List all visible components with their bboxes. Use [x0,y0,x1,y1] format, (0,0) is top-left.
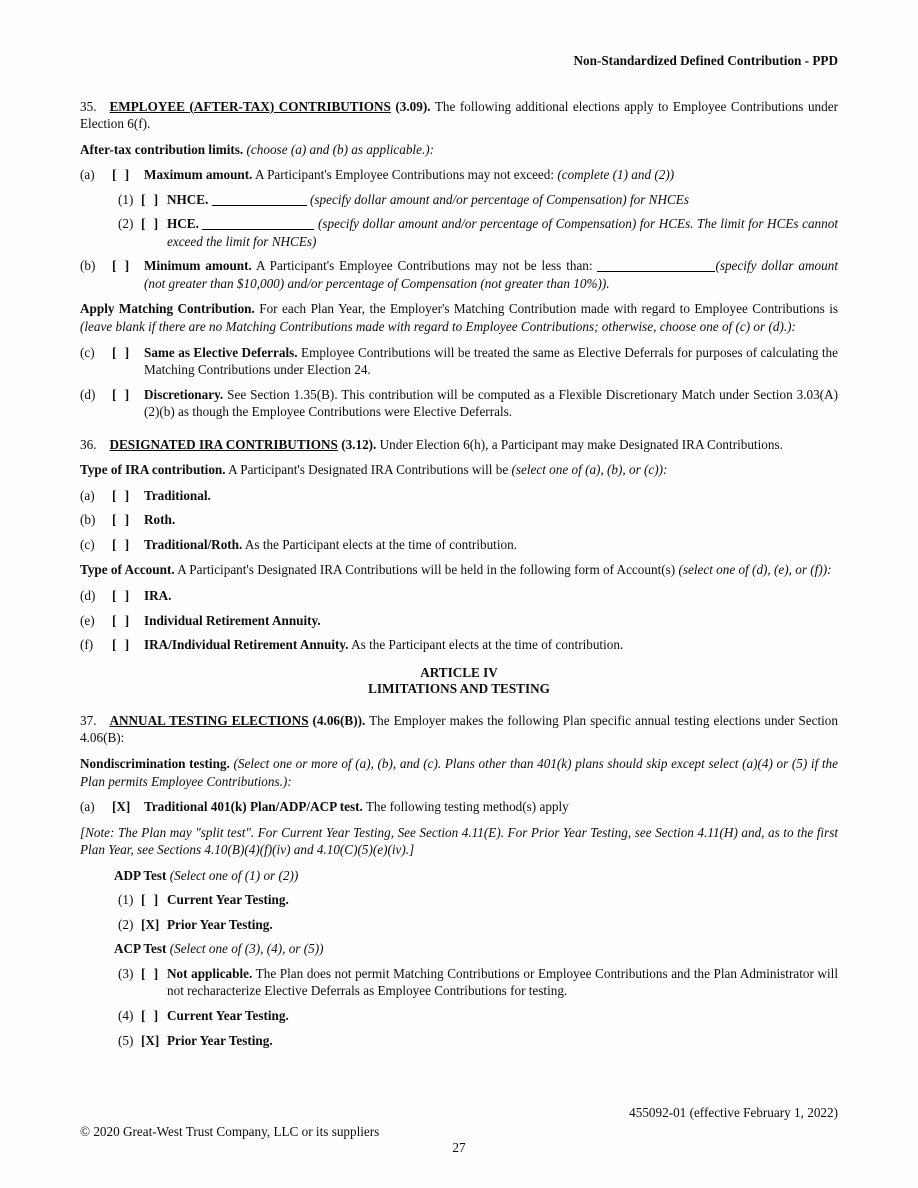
item-lead: HCE. [167,216,203,232]
checkbox-checked: [X] [141,1032,160,1048]
nondiscrimination-note: (Select one or more of (a), (b), and (c). Plans other than 401(k) plans should skip except select (a)(4) or (5) if the Plan permits Employee Contributions.): [80,755,838,789]
item-label: (a) [80,487,95,503]
election-37-2 [118,916,838,934]
checkbox-checked: [X] [141,916,160,932]
checkbox-unchecked: [ ] [141,216,159,232]
section-36-intro: Under Election 6(h), a Participant may make Designated IRA Contributions. [376,436,783,452]
item-text: A Participant's Employee Contributions may not exceed: [252,167,558,183]
item-text: As the Participant elects at the time of contribution. [348,637,624,653]
item-note: (specify dollar amount and/or percentage of Compensation) for NHCEs [306,191,689,207]
item-label: (1) [118,892,134,908]
item-text: The following testing method(s) apply [362,799,569,815]
checkbox-checked: [X] [112,799,131,815]
checkbox-unchecked: [ ] [112,487,130,503]
item-text: A Participant's Employee Contributions may not be less than: [251,258,598,274]
article-iv-line2: LIMITATIONS AND TESTING [368,680,550,696]
section-35-number: 35. [80,98,97,114]
section-36-title: DESIGNATED IRA CONTRIBUTIONS [109,436,338,452]
item-text-block [167,191,838,209]
fill-in-blank [202,217,314,230]
election-36f [80,636,838,654]
item-label: (3) [118,965,134,981]
adp-test-subhead [114,867,838,885]
election-37-1 [118,891,838,909]
apply-matching-text: For each Plan Year, the Employer's Matching Contribution made with regard to Employee Contributions is [254,301,838,317]
item-text-block [144,511,838,529]
item-text: Employee Contributions will be treated the same as Elective Deferrals for purposes of calculating the Matching Contributions under Election 24. [144,344,838,378]
item-text-block [144,636,838,654]
item-label: (a) [80,799,95,815]
acp-test-note: (Select one of (3), (4), or (5)) [166,941,324,957]
item-text: See Section 1.35(B). This contribution will be computed as a Flexible Discretionary Match under Section 3.03(A)(2)(b) as though the Employee Contributions were Elective Deferrals. [144,386,838,420]
checkbox-unchecked: [ ] [141,965,159,981]
item-text-block [144,612,838,630]
type-of-account-line [80,561,838,579]
after-tax-limits-note: (choose (a) and (b) as applicable.): [243,141,435,157]
election-36a [80,487,838,505]
type-account-text: A Participant's Designated IRA Contributions will be held in the following form of Account(s) [174,562,679,578]
item-label: (d) [80,588,96,604]
type-account-note: (select one of (d), (e), or (f)): [678,562,832,578]
item-note: (specify dollar amount and/or percentage of Compensation) for HCEs. The limit for HCEs cannot exceed the limit for NHCEs) [167,216,838,249]
apply-matching-lead: Apply Matching Contribution. [80,301,255,317]
fill-in-blank [212,193,307,206]
item-text: The Plan does not permit Matching Contributions or Employee Contributions and the Plan Administrator will not recharacterize Elective Deferrals as Employee Contributions for testing. [167,965,838,999]
section-37-title: ANNUAL TESTING ELECTIONS [109,712,309,728]
acp-test-lead: ACP Test [114,941,167,957]
item-text-block [144,166,838,184]
item-lead: IRA. [144,588,172,604]
item-note: (complete (1) and (2)) [557,167,675,183]
fill-in-blank [597,259,715,272]
election-36d [80,587,838,605]
nondiscrimination-testing-line [80,755,838,790]
item-text-block [144,344,838,379]
item-text-block [167,916,838,934]
footer-copyright: © 2020 Great-West Trust Company, LLC or its suppliers [80,1124,380,1139]
item-label: (4) [118,1007,134,1023]
checkbox-unchecked: [ ] [141,892,159,908]
section-35-title: EMPLOYEE (AFTER-TAX) CONTRIBUTIONS [109,98,391,114]
split-test-note: [Note: The Plan may "split test". For Current Year Testing, See Section 4.11(E). For Prior Year Testing, see Section 4.11(H) and, as to the first Plan Year, see Sections 4.10(B)(4)(f)(iv) and 4.10(C)(5)(e)(iv).] [80,824,838,858]
article-iv-line1: ARTICLE IV [420,664,498,680]
item-lead: Minimum amount. [144,258,252,274]
item-lead: Not applicable. [167,965,253,981]
after-tax-limits-line [80,141,838,159]
checkbox-unchecked: [ ] [112,167,130,183]
election-35a [80,166,838,184]
item-label: (a) [80,167,95,183]
checkbox-unchecked: [ ] [141,191,159,207]
election-36c [80,536,838,554]
item-lead: Prior Year Testing. [167,916,273,932]
item-lead: IRA/Individual Retirement Annuity. [144,637,349,653]
section-37-ref: (4.06(B)). [308,712,366,728]
item-text-block [167,891,838,909]
type-of-ira-contribution-line [80,461,838,479]
item-text-block [144,257,838,292]
apply-matching-line [80,300,838,335]
item-label: (1) [118,191,134,207]
section-36-ref: (3.12). [337,436,377,452]
item-note: (specify dollar amount (not greater than $10,000) and/or percentage of Compensation (not greater than 10%)). [144,258,838,291]
item-lead: Current Year Testing. [167,1007,289,1023]
election-35a2 [118,215,838,250]
election-36b [80,511,838,529]
checkbox-unchecked: [ ] [112,512,130,528]
election-37-3 [118,965,838,1000]
checkbox-unchecked: [ ] [112,637,130,653]
item-label: (c) [80,536,95,552]
item-lead: Current Year Testing. [167,892,289,908]
election-35d [80,386,838,421]
item-text: As the Participant elects at the time of contribution. [242,536,517,552]
type-account-lead: Type of Account. [80,562,175,578]
checkbox-unchecked: [ ] [112,344,130,360]
adp-test-lead: ADP Test [114,867,167,883]
item-lead: Traditional 401(k) Plan/ADP/ACP test. [144,799,363,815]
election-36e [80,612,838,630]
type-ira-text: A Participant's Designated IRA Contributions will be [225,462,512,478]
nondiscrimination-lead: Nondiscrimination testing. [80,755,230,771]
section-37-number: 37. [80,712,97,728]
item-lead: Roth. [144,512,176,528]
article-iv-heading [80,665,838,697]
footer-page-number: 27 [452,1140,466,1155]
item-label: (2) [118,216,134,232]
section-36-number: 36. [80,436,97,452]
item-lead: Discretionary. [144,386,224,402]
section-35-heading [80,98,838,133]
item-label: (d) [80,386,96,402]
adp-test-note: (Select one of (1) or (2)) [166,867,299,883]
item-lead: NHCE. [167,191,212,207]
after-tax-limits-lead: After-tax contribution limits. [80,141,244,157]
footer-document-code: 455092-01 (effective February 1, 2022) [629,1105,838,1120]
apply-matching-note: (leave blank if there are no Matching Contributions made with regard to Employee Contributions; otherwise, choose one of (c) or (d).): [80,319,796,335]
item-label: (c) [80,344,95,360]
election-35a1 [118,191,838,209]
checkbox-unchecked: [ ] [141,1007,159,1023]
item-text-block [144,798,838,816]
item-text-block [144,587,838,605]
item-label: (5) [118,1032,134,1048]
section-35-intro: The following additional elections apply to Employee Contributions under Election 6(f). [80,98,838,132]
item-lead: Maximum amount. [144,167,253,183]
item-label: (b) [80,258,96,274]
item-text-block [167,965,838,1000]
item-lead: Traditional/Roth. [144,536,243,552]
election-35b [80,257,838,292]
item-text-block [144,487,838,505]
item-label: (2) [118,916,134,932]
section-37-intro: The Employer makes the following Plan specific annual testing elections under Section 4.06(B): [80,712,838,746]
election-37a [80,798,838,816]
item-text-block [167,215,838,250]
checkbox-unchecked: [ ] [112,588,130,604]
item-label: (f) [80,637,94,653]
election-35c [80,344,838,379]
type-ira-lead: Type of IRA contribution. [80,462,226,478]
item-text-block [167,1007,838,1025]
document-header-title: Non-Standardized Defined Contribution - PPD [573,53,838,68]
election-37-5 [118,1032,838,1050]
item-lead: Individual Retirement Annuity. [144,612,321,628]
item-lead: Traditional. [144,487,211,503]
item-lead: Prior Year Testing. [167,1032,273,1048]
checkbox-unchecked: [ ] [112,612,130,628]
type-ira-note: (select one of (a), (b), or (c)): [511,462,668,478]
item-label: (b) [80,512,96,528]
acp-test-subhead [114,940,838,958]
item-text-block [144,386,838,421]
section-36-heading [80,436,838,454]
item-label: (e) [80,612,95,628]
item-text-block [167,1032,838,1050]
item-lead: Same as Elective Deferrals. [144,344,298,360]
election-37-4 [118,1007,838,1025]
checkbox-unchecked: [ ] [112,386,130,402]
checkbox-unchecked: [ ] [112,536,130,552]
section-37-heading [80,712,838,747]
checkbox-unchecked: [ ] [112,258,130,274]
item-text-block [144,536,838,554]
section-35-ref: (3.09). [390,98,431,114]
